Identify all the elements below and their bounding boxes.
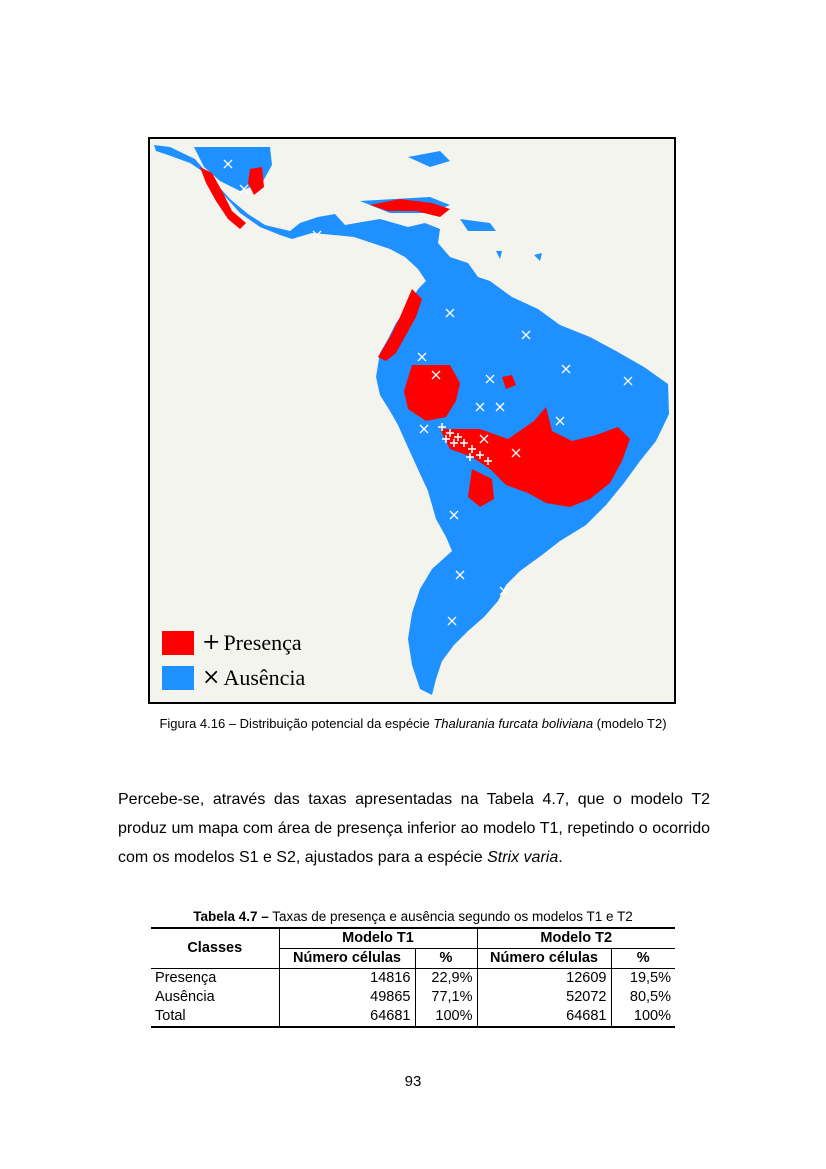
legend-swatch-absence: [162, 666, 194, 690]
caption-prefix: Figura 4.16 – Distribuição potencial da espécie: [159, 716, 434, 731]
distribution-map-figure: [148, 137, 676, 704]
cell-t1-pct: 100%: [415, 1007, 477, 1027]
legend-label-presence: Presença: [223, 630, 302, 655]
header-t1-pct: %: [415, 949, 477, 969]
body-paragraph: [118, 785, 710, 872]
cross-icon: ×: [202, 665, 221, 690]
cell-t2-pct: 80,5%: [611, 988, 675, 1007]
cell-t2-pct: 100%: [611, 1007, 675, 1027]
paragraph-end: .: [558, 849, 563, 866]
header-model-t1: Modelo T1: [279, 928, 477, 949]
legend-swatch-presence: [162, 631, 194, 655]
table-title-label: Tabela 4.7 –: [193, 909, 269, 924]
cell-t2-cells: 52072: [477, 988, 611, 1007]
plus-icon: +: [202, 630, 221, 655]
header-classes: Classes: [151, 928, 279, 969]
rates-table: [151, 927, 675, 1028]
page-number: 93: [404, 1073, 422, 1090]
paragraph-species: Strix varia: [487, 849, 559, 866]
header-t2-pct: %: [611, 949, 675, 969]
cell-t2-cells: 12609: [477, 969, 611, 989]
paragraph-text: Percebe-se, através das taxas apresentadas na Tabela 4.7, que o modelo T2 produz um mapa com área de presença inferior ao modelo T1, repetindo o ocorrido com os modelos S1 e S2, ajustados para a espécie: [118, 791, 710, 866]
row-label: Total: [151, 1007, 279, 1027]
cell-t2-cells: 64681: [477, 1007, 611, 1027]
row-label: Presença: [151, 969, 279, 989]
table-row: [151, 969, 675, 989]
table-title-text: Taxas de presença e ausência segundo os modelos T1 e T2: [268, 909, 633, 924]
header-model-t2: Modelo T2: [477, 928, 675, 949]
cell-t1-pct: 77,1%: [415, 988, 477, 1007]
row-label: Ausência: [155, 989, 215, 1005]
caption-species: Thalurania furcata boliviana: [433, 716, 594, 731]
cell-t2-pct: 19,5%: [611, 969, 675, 989]
cell-t1-cells: 14816: [279, 969, 415, 989]
table-row: [151, 1007, 675, 1027]
map-image: [150, 139, 674, 702]
caption-suffix: (modelo T2): [593, 716, 667, 731]
cell-t1-cells: 49865: [279, 988, 415, 1007]
legend-item-absence: [162, 666, 305, 690]
table-title: [150, 909, 676, 924]
cell-t1-pct: 22,9%: [415, 969, 477, 989]
header-t2-cells: Número células: [477, 949, 611, 969]
table-row: [151, 988, 675, 1007]
header-t1-cells: Número células: [279, 949, 415, 969]
cell-t1-cells: 64681: [279, 1007, 415, 1027]
absence-area: [154, 145, 669, 695]
legend-item-presence: [162, 631, 302, 655]
legend-label-absence: Ausência: [223, 665, 306, 690]
figure-caption: [0, 716, 826, 731]
